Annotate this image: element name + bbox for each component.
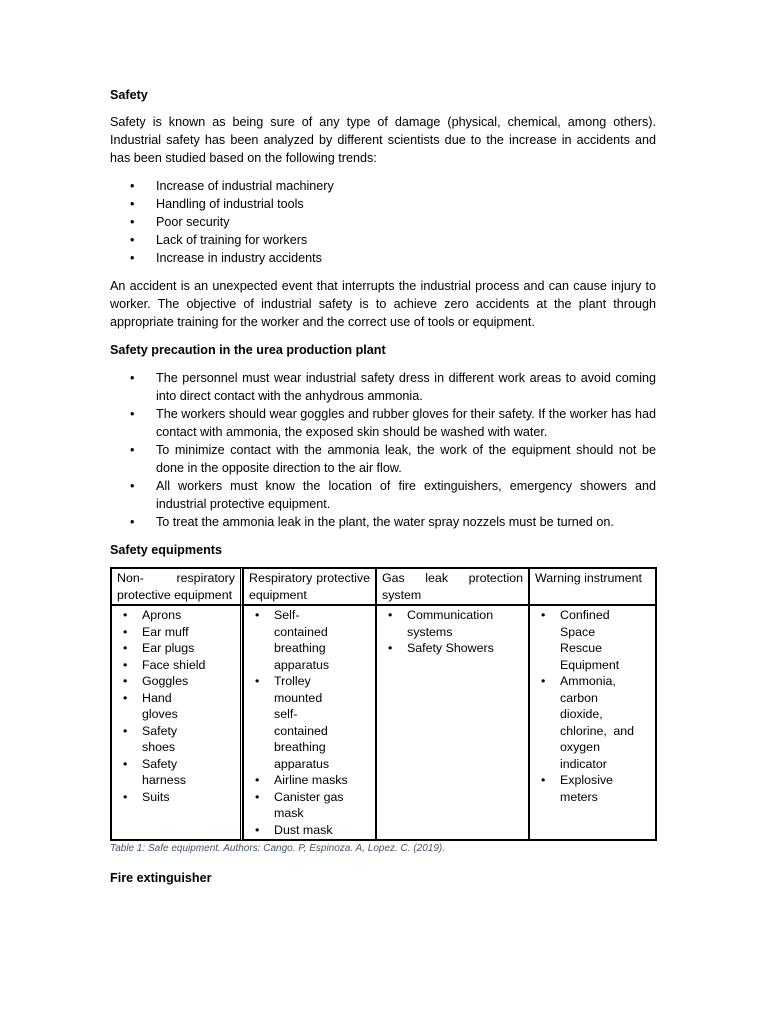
list-item: • Aprons bbox=[117, 607, 235, 624]
precaution-list bbox=[110, 369, 656, 531]
list-item: • Dust mask bbox=[249, 822, 370, 839]
list-item: • Ear plugs bbox=[117, 640, 235, 657]
equipment-table bbox=[110, 567, 657, 841]
section-heading-equipment: Safety equipments bbox=[110, 543, 222, 557]
list-item: • Canister gas mask bbox=[249, 789, 370, 822]
section-heading-fire-extinguisher: Fire extinguisher bbox=[110, 871, 212, 885]
list-item: • Suits bbox=[117, 789, 235, 806]
list-item: • Increase of industrial machinery bbox=[110, 177, 656, 195]
table-cell-gas-leak bbox=[376, 605, 529, 840]
list-item: • The personnel must wear industrial safety dress in different work areas to avoid coming into direct contact with the anhydrous ammonia. bbox=[110, 369, 656, 405]
list-item: • All workers must know the location of fire extinguishers, emergency showers and industrial protective equipment. bbox=[110, 477, 656, 513]
list-item: • Safety harness bbox=[117, 756, 190, 789]
column-header-warning: Warning instrument bbox=[529, 568, 656, 605]
list-item: • Lack of training for workers bbox=[110, 231, 656, 249]
section-heading-precaution: Safety precaution in the urea production plant bbox=[110, 343, 386, 357]
list-item: • Trolley mounted self-contained breathing apparatus bbox=[249, 673, 334, 772]
column-header-respiratory: Respiratory protective equipment bbox=[243, 568, 376, 605]
list-item: • To minimize contact with the ammonia leak, the work of the equipment should not be done in the opposite direction to the air flow. bbox=[110, 441, 656, 477]
list-item: • Self-contained breathing apparatus bbox=[249, 607, 334, 673]
safety-paragraph-1: Safety is known as being sure of any type of damage (physical, chemical, among others). Industrial safety has been analyzed by different scientists due to the increase in accidents and has been studied based on the following trends: bbox=[110, 115, 656, 165]
list-item: • Safety shoes bbox=[117, 723, 180, 756]
list-item: • Explosive meters bbox=[535, 772, 620, 805]
list-item: • Goggles bbox=[117, 673, 235, 690]
table-caption: Table 1: Safe equipment. Authors: Cango. P, Espinoza. A, Lopez. C. (2019). bbox=[110, 843, 446, 854]
trends-list bbox=[110, 177, 656, 267]
list-item: • Hand gloves bbox=[117, 690, 178, 723]
table-cell-warning bbox=[529, 605, 656, 840]
non-respiratory-list bbox=[117, 607, 235, 805]
list-item: • Increase in industry accidents bbox=[110, 249, 656, 267]
list-item: • Face shield bbox=[117, 657, 235, 674]
section-heading-safety: Safety bbox=[110, 88, 148, 102]
column-header-gas-leak: Gas leak protection system bbox=[376, 568, 529, 605]
respiratory-list bbox=[249, 607, 370, 838]
table-row bbox=[111, 605, 656, 840]
list-item: • Confined Space Rescue Equipment bbox=[535, 607, 624, 673]
list-item: • The workers should wear goggles and rubber gloves for their safety. If the worker has had contact with ammonia, the exposed skin should be washed with water. bbox=[110, 405, 656, 441]
list-item: • Communication systems bbox=[382, 607, 523, 640]
column-header-non-respiratory: Non- respiratory protective equipment bbox=[111, 568, 243, 605]
table-cell-respiratory bbox=[243, 605, 376, 840]
list-item: • Ammonia, carbon dioxide, chlorine, and oxygen indicator bbox=[535, 673, 634, 772]
warning-list bbox=[535, 607, 650, 805]
list-item: • Poor security bbox=[110, 213, 656, 231]
document-body bbox=[110, 86, 656, 887]
table-cell-non-respiratory bbox=[111, 605, 243, 840]
list-item: • To treat the ammonia leak in the plant, the water spray nozzels must be turned on. bbox=[110, 513, 656, 531]
safety-paragraph-2: An accident is an unexpected event that interrupts the industrial process and can cause injury to worker. The objective of industrial safety is to achieve zero accidents at the plant through appropriate training for the worker and the correct use of tools or equipment. bbox=[110, 279, 656, 329]
list-item: • Ear muff bbox=[117, 624, 235, 641]
gas-leak-list bbox=[382, 607, 523, 657]
list-item: • Airline masks bbox=[249, 772, 370, 789]
list-item: • Safety Showers bbox=[382, 640, 523, 657]
list-item: • Handling of industrial tools bbox=[110, 195, 656, 213]
table-header-row bbox=[111, 568, 656, 605]
